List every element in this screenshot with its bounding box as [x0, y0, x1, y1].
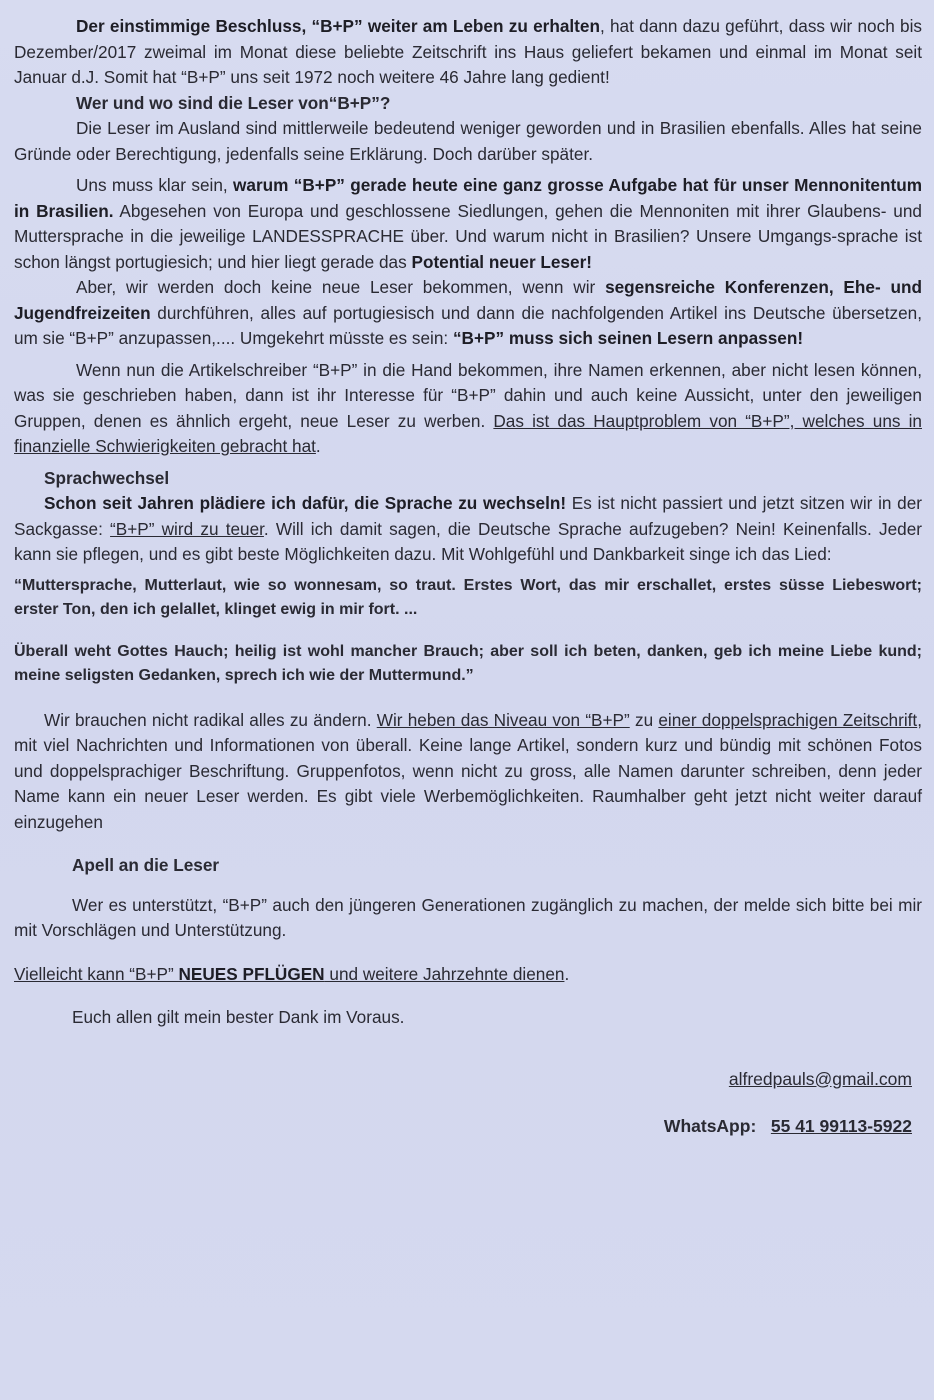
proposal-underlined-1: Wir heben das Niveau von “B+P” — [376, 709, 630, 730]
whatsapp-label: WhatsApp: — [663, 1116, 757, 1136]
paragraph-appeal: Wer es unterstützt, “B+P” auch den jüngeren Generationen zugänglich zu machen, der melde sich bitte bei mir mit Vorschlägen und Unterstützung. — [14, 894, 922, 940]
email-link[interactable]: alfredpauls@gmail.com — [728, 1068, 912, 1089]
intro-bold: Der einstimmige Beschluss, “B+P” weiter am Leben zu erhalten — [76, 16, 600, 36]
problem-end: . — [315, 436, 321, 456]
paragraph-intro — [14, 14, 922, 91]
poem-stanza-1: “Muttersprache, Mutterlaut, wie so wonnesam, so traut. Erstes Wort, das mir erschallet, erstes süsse Liebeswort; erster Ton, den ich gelallet, klinget ewig in mir fort. ... — [14, 576, 922, 618]
paragraph-thanks: Euch allen gilt mein bester Dank im Voraus. — [72, 1007, 405, 1027]
plough-end: . — [564, 963, 570, 984]
task-bold-end: Potential neuer Leser! — [411, 251, 593, 272]
whatsapp-number[interactable]: 55 41 99113-5922 — [770, 1116, 912, 1136]
intro-text: , hat dann dazu geführt, dass wir noch bis Dezember/2017 zweimal im Monat diese beliebte Zeitschrift ins Haus geliefert bekamen und einmal im Monat seit Januar d.J. Somit hat “B+P” uns seit 1972 noch weitere 46 Jahre lang gedient! — [14, 16, 922, 87]
heading-language-change: Sprachwechsel — [44, 467, 170, 488]
conf-text-a: Aber, wir werden doch keine neue Leser bekommen, wenn wir — [76, 277, 606, 297]
plough-text-c: und weitere Jahrzehnte dienen — [324, 963, 565, 984]
problem-underlined: Das ist das Hauptproblem von “B+P”, welches uns in finanzielle Schwierigkeiten gebracht hat — [14, 410, 922, 456]
task-text-c: Abgesehen von Europa und geschlossene Siedlungen, gehen die Mennoniten mit ihrer Glaubens- und Muttersprache in die jeweilige LANDESSPRACHE über. Und warum nicht in Brasilien? Unsere Umgangs-sprache ist schon längst portugiesich; und hier liegt gerade das — [14, 200, 922, 272]
paragraph-problem — [14, 358, 922, 460]
proposal-text-a: Wir brauchen nicht radikal alles zu ändern. — [44, 709, 377, 730]
task-bold: warum “B+P” gerade heute eine ganz grosse Aufgabe hat für unser Mennonitentum in Brasilien. — [14, 175, 922, 221]
heading-readers: Wer und wo sind die Leser von“B+P”? — [76, 92, 391, 113]
paragraph-proposal — [14, 708, 922, 836]
paragraph-readers: Die Leser im Ausland sind mittlerweile bedeutend weniger geworden und in Brasilien ebenfalls. Alles hat seine Gründe oder Berechtigung, jedenfalls seine Erklärung. Doch darüber später. — [14, 118, 922, 164]
proposal-underlined-2: einer doppelsprachigen Zeitschrift — [658, 709, 918, 730]
paragraph-plough — [14, 962, 922, 988]
plough-bold: NEUES PFLÜGEN — [178, 963, 325, 984]
conf-bold-end: “B+P” muss sich seinen Lesern anpassen! — [452, 328, 804, 348]
language-underlined: “B+P” wird zu teuer — [110, 518, 264, 539]
poem-stanza-2: Überall weht Gottes Hauch; heilig ist wohl mancher Brauch; aber soll ich beten, danken, geb ich meine Liebe kund; meine seligsten Gedanken, sprech ich wie der Muttermund.” — [14, 642, 922, 684]
proposal-text-c: , mit viel Nachrichten und Informationen von überall. Keine lange Artikel, sondern kurz und bündig mit schönen Fotos und doppelsprachiger Beschriftung. Gruppenfotos, wenn nicht zu gross, alle Namen darunter schreiben, denn jeder Name kann ein neuer Leser werden. Es gibt viele Werbemöglichkeiten. Raumhalber geht jetzt nicht weiter darauf einzugehen — [14, 709, 922, 832]
language-text-c: . Will ich damit sagen, die Deutsche Sprache aufzugeben? Nein! Keinenfalls. Jeder kann sie pflegen, und es gibt beste Möglichkeiten dazu. Mit Wohlgefühl und Dankbarkeit singe ich das Lied: — [14, 518, 922, 564]
proposal-text-b: zu — [629, 709, 659, 730]
conf-text-c: durchführen, alles auf portugiesisch und dann die nachfolgenden Artikel ins Deutsche übersetzen, um sie “B+P” anzupassen,.... Umgekehrt müsste es sein: — [14, 302, 922, 348]
email-link-line — [14, 1067, 922, 1093]
task-text-a: Uns muss klar sein, — [76, 175, 234, 195]
language-text-b: Es ist nicht passiert und jetzt sitzen wir in der Sackgasse: — [14, 493, 922, 539]
plough-text-a: Vielleicht kann “B+P” — [14, 963, 179, 984]
language-bold: Schon seit Jahren plädiere ich dafür, die Sprache zu wechseln! — [44, 493, 567, 513]
plough-underlined — [14, 964, 564, 984]
whatsapp-line — [14, 1114, 922, 1140]
paragraph-conferences — [14, 275, 922, 352]
problem-text: Wenn nun die Artikelschreiber “B+P” in die Hand bekommen, ihre Namen erkennen, aber nicht lesen können, was sie geschrieben haben, dann ist ihr Interesse für “B+P” dahin und auch keine Aussicht, unter den jeweiligen Gruppen, denen es ähnlich ergeht, neue Leser zu werben. — [14, 359, 922, 431]
conf-bold: segensreiche Konferenzen, Ehe- und Jugendfreizeiten — [14, 277, 922, 323]
paragraph-language — [14, 491, 922, 568]
heading-appeal: Apell an die Leser — [72, 855, 220, 875]
paragraph-task — [14, 173, 922, 275]
